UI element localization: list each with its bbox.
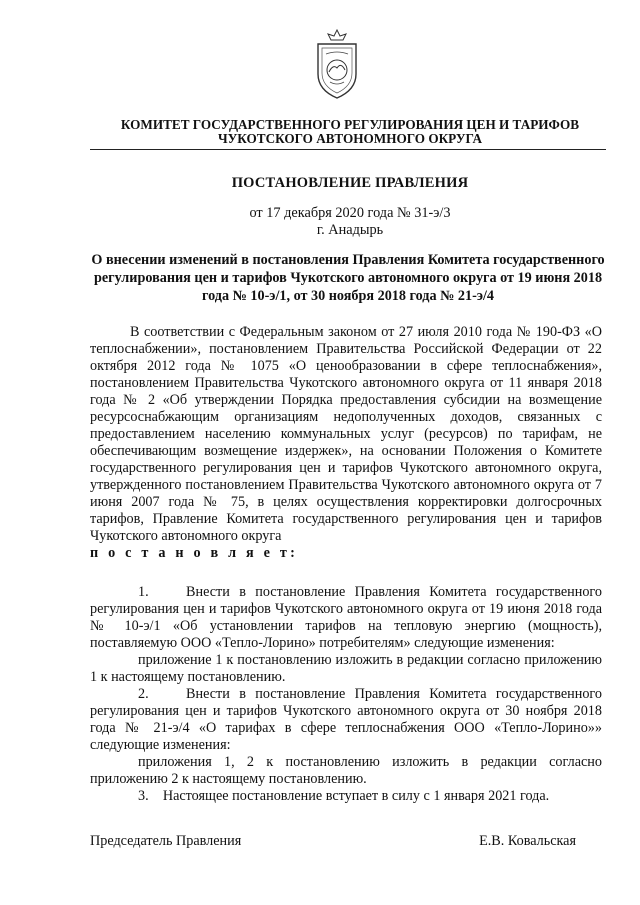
document-subject: О внесении изменений в постановления Правления Комитета государственного регулирования цен и тарифов Чукотского автономного округа от 19 июня 2018 года № 10-э/1, от 30 ноября 2018 года № 21-э/4 [91, 252, 605, 304]
item-1: 1. Внести в постановление Правления Комитета государственного регулирования цен и тарифов Чукотского автономного округа от 19 июня 2018 года № 10-э/1 «Об установлении тарифов на тепловую энергию (мощность), поставляемую ООО «Тепло-Лорино» потребителям» следующие изменения: [90, 584, 602, 651]
committee-name: КОМИТЕТ ГОСУДАРСТВЕННОГО РЕГУЛИРОВАНИЯ ЦЕН И ТАРИФОВ ЧУКОТСКОГО АВТОНОМНОГО ОКРУГА [120, 117, 580, 146]
date-block [90, 205, 610, 239]
city: г. Анадырь [316, 222, 384, 238]
date-number: от 17 декабря 2020 года № 31-э/3 [249, 205, 451, 221]
coat-of-arms-icon [314, 28, 360, 102]
document-title: ПОСТАНОВЛЕНИЕ ПРАВЛЕНИЯ [231, 175, 469, 191]
header-divider [90, 149, 606, 150]
decree-word: п о с т а н о в л я е т: [90, 545, 298, 561]
item-1-change: приложение 1 к постановлению изложить в редакции согласно приложению 1 к настоящему постановлению. [90, 652, 602, 685]
signature-block [90, 833, 576, 850]
item-2: 2. Внести в постановление Правления Комитета государственного регулирования цен и тарифов Чукотского автономного округа от 30 ноября 2018 года № 21-э/4 «О тарифах в сфере теплоснабжения ООО «Тепло-Лорино»» следующие изменения: [90, 686, 602, 753]
item-3: 3. Настоящее постановление вступает в силу с 1 января 2021 года. [138, 788, 550, 804]
document-body [90, 324, 602, 805]
signatory-name: Е.В. Ковальская [479, 833, 576, 849]
signatory-position: Председатель Правления [90, 833, 242, 849]
item-2-change: приложения 1, 2 к постановлению изложить в редакции согласно приложению 2 к настоящему постановлению. [90, 754, 602, 787]
preamble: В соответствии с Федеральным законом от 27 июля 2010 года № 190-ФЗ «О теплоснабжении», постановлением Правительства Российской Федерации от 22 октября 2012 года № 1075 «О ценообразовании в сфере теплоснабжения», постановлением Правительства Чукотского автономного округа от 11 января 2018 года № 2 «Об утверждении Порядка предоставления субсидии на возмещение ресурсоснабжающим организациям недополученных доходов, связанных с предоставлением населению коммунальных услуг (ресурсов) по тарифам, не обеспечивающим возмещение издержек», на основании Положения о Комитете государственного регулирования цен и тарифов Чукотского автономного округа, утвержденного постановлением Правительства Чукотского автономного округа от 7 июня 2007 года № 75, в целях осуществления корректировки долгосрочных тарифов, Правление Комитета государственного регулирования цен и тарифов Чукотского автономного округа [90, 324, 602, 544]
